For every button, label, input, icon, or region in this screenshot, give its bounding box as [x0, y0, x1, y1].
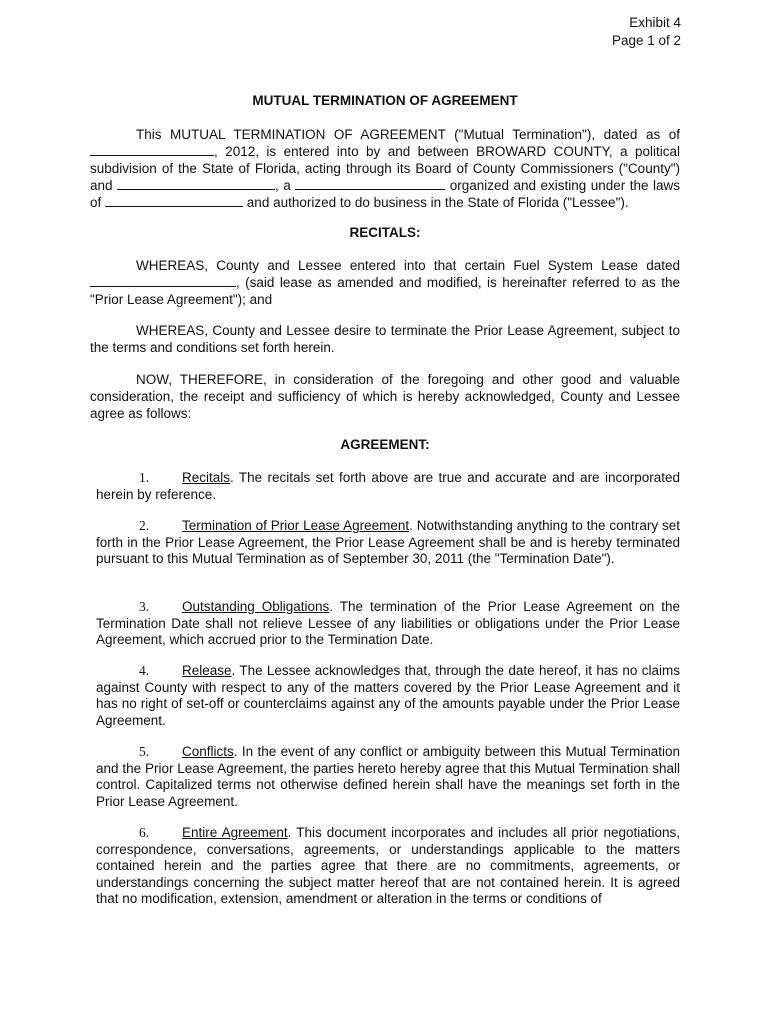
- section-number: 4.: [139, 663, 150, 678]
- whereas-paragraph-2: WHEREAS, County and Lessee desire to terminate the Prior Lease Agreement, subject to the terms and conditions set forth herein.: [90, 323, 680, 355]
- section-number: 1.: [139, 470, 150, 485]
- section-termination: 2. Termination of Prior Lease Agreement. Notwithstanding anything to the contrary set forth in the Prior Lease Agreement, the Prior Lease Agreement shall be and is hereby terminated pursuant to this Mutual Termination as of September 30, 2011 (the "Termination Date").: [96, 518, 680, 566]
- section-title: Termination of Prior Lease Agreement: [182, 518, 410, 533]
- section-release: 4. Release. The Lessee acknowledges that, through the date hereof, it has no claims against County with respect to any of the matters covered by the Prior Lease Agreement and it has no right of set-off or counterclaims against any of the amounts payable under the Prior Lease Agreement.: [96, 663, 680, 728]
- section-recitals: 1. Recitals. The recitals set forth above are true and accurate and are incorporated herein by reference.: [96, 470, 680, 502]
- section-title: Conflicts: [182, 744, 234, 759]
- lease-date-blank: [90, 274, 236, 287]
- state-blank: [105, 194, 243, 207]
- section-number: 6.: [139, 825, 150, 840]
- page-header: [612, 14, 681, 50]
- section-entire-agreement: 6. Entire Agreement. This document incorporates and includes all prior negotiations, correspondence, conversations, agreements, or understandings applicable to the matters contained herein and the parties agree that there are no commitments, agreements, or understandings concerning the subject matter hereof that are not contained herein. It is agreed that no modification, extension, amendment or alteration in the terms or conditions of: [96, 825, 680, 906]
- entity-type-blank: [295, 177, 445, 190]
- section-outstanding-obligations: 3. Outstanding Obligations. The termination of the Prior Lease Agreement on the Termination Date shall not relieve Lessee of any liabilities or obligations under the Prior Lease Agreement, which accrued prior to the Termination Date.: [96, 599, 680, 647]
- whereas-paragraph-1: WHEREAS, County and Lessee entered into that certain Fuel System Lease dated , (said lease as amended and modified, is hereinafter referred to as the "Prior Lease Agreement"); and: [90, 258, 680, 307]
- now-therefore-paragraph: NOW, THEREFORE, in consideration of the foregoing and other good and valuable consideration, the receipt and sufficiency of which is hereby acknowledged, County and Lessee agree as follows:: [90, 372, 680, 421]
- date-blank: [90, 143, 214, 156]
- exhibit-label: Exhibit 4: [629, 15, 681, 30]
- section-title: Recitals: [182, 470, 231, 485]
- section-title: Release: [182, 663, 232, 678]
- section-number: 2.: [139, 518, 150, 533]
- recitals-heading: RECITALS:: [349, 225, 421, 240]
- section-number: 3.: [139, 599, 150, 614]
- document-title: MUTUAL TERMINATION OF AGREEMENT: [252, 93, 518, 108]
- section-number: 5.: [139, 744, 150, 759]
- section-conflicts: 5. Conflicts. In the event of any conflict or ambiguity between this Mutual Termination and the Prior Lease Agreement, the parties hereto hereby agree that this Mutual Termination shall control. Capitalized terms not otherwise defined herein shall have the meanings set forth in the Prior Lease Agreement.: [96, 744, 680, 809]
- agreement-heading: AGREEMENT:: [340, 437, 430, 452]
- intro-paragraph: This MUTUAL TERMINATION OF AGREEMENT ("Mutual Termination"), dated as of , 2012, is entered into by and between BROWARD COUNTY, a political subdivision of the State of Florida, acting through its Board of County Commissioners ("County") and , a organized and existing under the laws of and authorized to do business in the State of Florida ("Lessee").: [90, 127, 680, 210]
- lessee-name-blank: [117, 177, 275, 190]
- section-title: Entire Agreement: [182, 825, 288, 840]
- page-number: Page 1 of 2: [611, 33, 681, 48]
- section-title: Outstanding Obligations: [182, 599, 330, 614]
